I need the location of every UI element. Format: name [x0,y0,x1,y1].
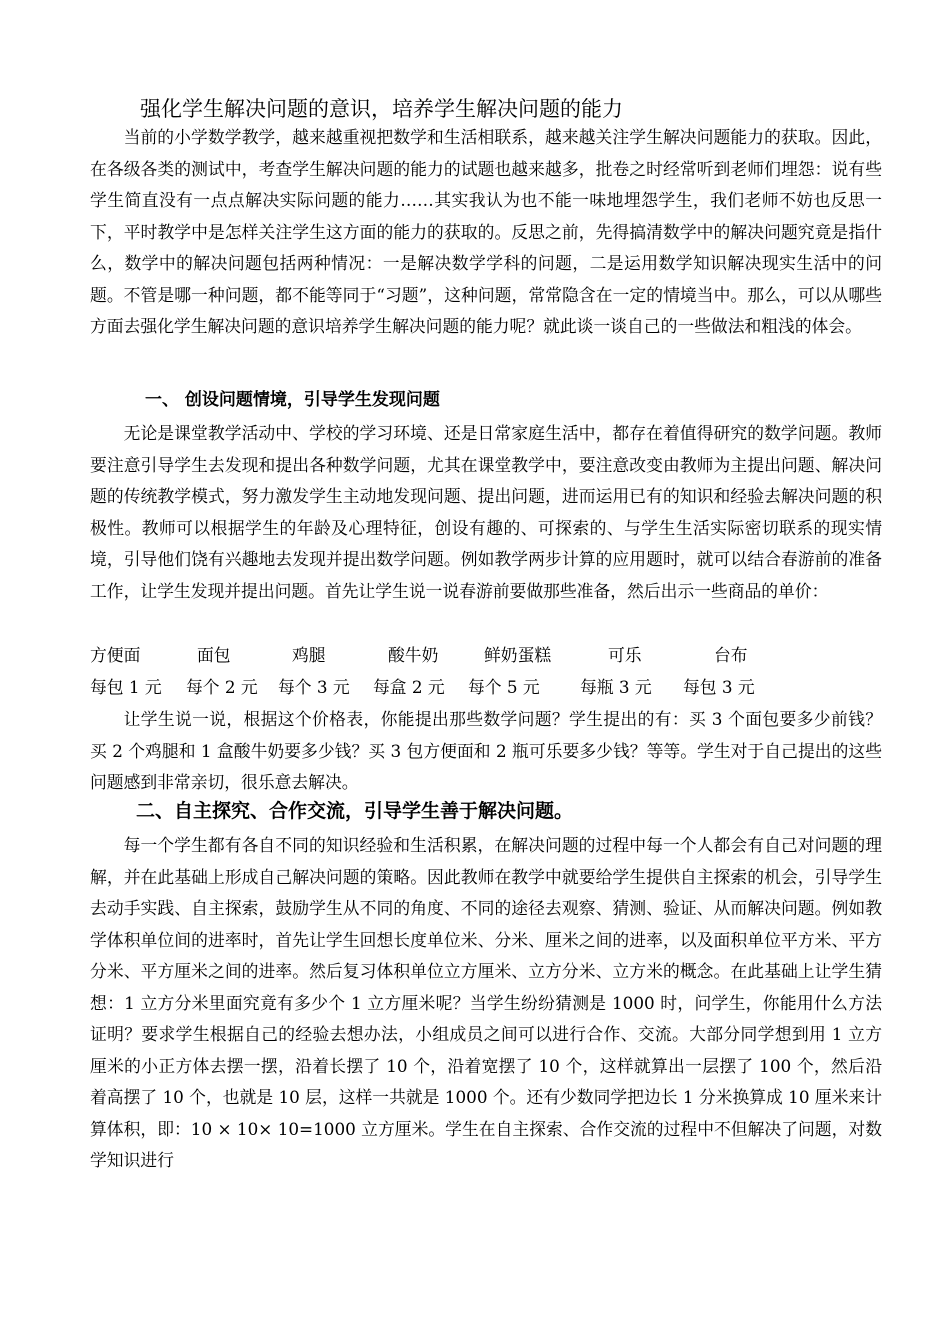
document-title: 强化学生解决问题的意识，培养学生解决问题的能力 [140,97,623,121]
price-table-item: 方便面 [90,645,141,665]
price-table-item: 可乐 [608,645,642,665]
section-2-heading: 二、自主探究、合作交流，引导学生善于解决问题。 [136,800,574,822]
intro-paragraph: 当前的小学数学教学，越来越重视把数学和生活相联系，越来越关注学生解决问题能力的获取。因此，在各级各类的测试中，考查学生解决问题的能力的试题也越来越多，批卷之时经常听到老师们埋怨：说有些学生简直没有一点点解决实际问题的能力……其实我认为也不能一味地埋怨学生，我们老师不妨也反思一下，平时教学中是怎样关注学生这方面的能力的获取的。反思之前，先得搞清数学中的解决问题究竟是指什么，数学中的解决问题包括两种情况：一是解决数学学科的问题，二是运用数学知识解决现实生活中的问题。不管是哪一种问题，都不能等同于“习题”，这种问题，常常隐含在一定的情境当中。那么，可以从哪些方面去强化学生解决问题的意识培养学生解决问题的能力呢？就此谈一谈自己的一些做法和粗浅的体会。 [90,127,882,336]
price-table-items-row [90,640,882,670]
price-table-price: 每包 1 元 [90,677,162,697]
section-1-heading: 一、 创设问题情境，引导学生发现问题 [145,390,440,410]
section-2-paragraph-1: 每一个学生都有各自不同的知识经验和生活积累，在解决问题的过程中每一个人都会有自己对问题的理解，并在此基础上形成自己解决问题的策略。因此教师在教学中就要给学生提供自主探索的机会，引导学生去动手实践、自主探索，鼓励学生从不同的角度、不同的途径去观察、猜测、验证、从而解决问题。例如教学体积单位间的进率时，首先让学生回想长度单位米、分米、厘米之间的进率，以及面积单位平方米、平方分米、平方厘米之间的进率。然后复习体积单位立方厘米、立方分米、立方米的概念。在此基础上让学生猜想：1 立方分米里面究竟有多少个 1 立方厘米呢？当学生纷纷猜测是 1000 时，问学生，你能用什么方法证明？要求学生根据自己的经验去想办法，小组成员之间可以进行合作、交流。大部分同学想到用 1 立方厘米的小正方体去摆一摆，沿着长摆了 10 个，沿着宽摆了 10 个，这样就算出一层摆了 100 个，然后沿着高摆了 10 个，也就是 10 层，这样一共就是 1000 个。还有少数同学把边长 1 分米换算成 10 厘米来计算体积，即：10 × 10× 10=1000 立方厘米。学生在自主探索、合作交流的过程中不但解决了问题，对数学知识进行 [90,835,882,1170]
price-table-prices-row [90,672,882,702]
section-1-paragraph-1: 无论是课堂教学活动中、学校的学习环境、还是日常家庭生活中，都存在着值得研究的数学问题。教师要注意引导学生去发现和提出各种数学问题，尤其在课堂教学中，要注意改变由教师为主提出问题、解决问题的传统教学模式，努力激发学生主动地发现问题、提出问题，进而运用已有的知识和经验去解决问题的积极性。教师可以根据学生的年龄及心理特征，创设有趣的、可探索的、与学生生活实际密切联系的现实情境，引导他们饶有兴趣地去发现并提出数学问题。例如教学两步计算的应用题时，就可以结合春游前的准备工作，让学生发现并提出问题。首先让学生说一说春游前要做那些准备，然后出示一些商品的单价： [90,423,882,601]
section-1-paragraph-2: 让学生说一说，根据这个价格表，你能提出那些数学问题？学生提出的有：买 3 个面包要多少前钱？买 2 个鸡腿和 1 盒酸牛奶要多少钱？买 3 包方便面和 2 瓶可乐要多少钱？等等。学生对于自己提出的这些问题感到非常亲切，很乐意去解决。 [90,709,882,792]
price-table-item: 酸牛奶 [388,645,439,665]
price-table-price: 每个 3 元 [278,677,350,697]
price-table-item: 面包 [197,645,231,665]
price-table-price: 每瓶 3 元 [580,677,652,697]
price-table-item: 台布 [714,645,748,665]
price-table-item: 鲜奶蛋糕 [484,645,552,665]
price-table-price: 每盒 2 元 [373,677,445,697]
price-table-price: 每个 2 元 [186,677,258,697]
price-table-price: 每包 3 元 [683,677,755,697]
price-table-item: 鸡腿 [292,645,326,665]
price-table-price: 每个 5 元 [468,677,540,697]
